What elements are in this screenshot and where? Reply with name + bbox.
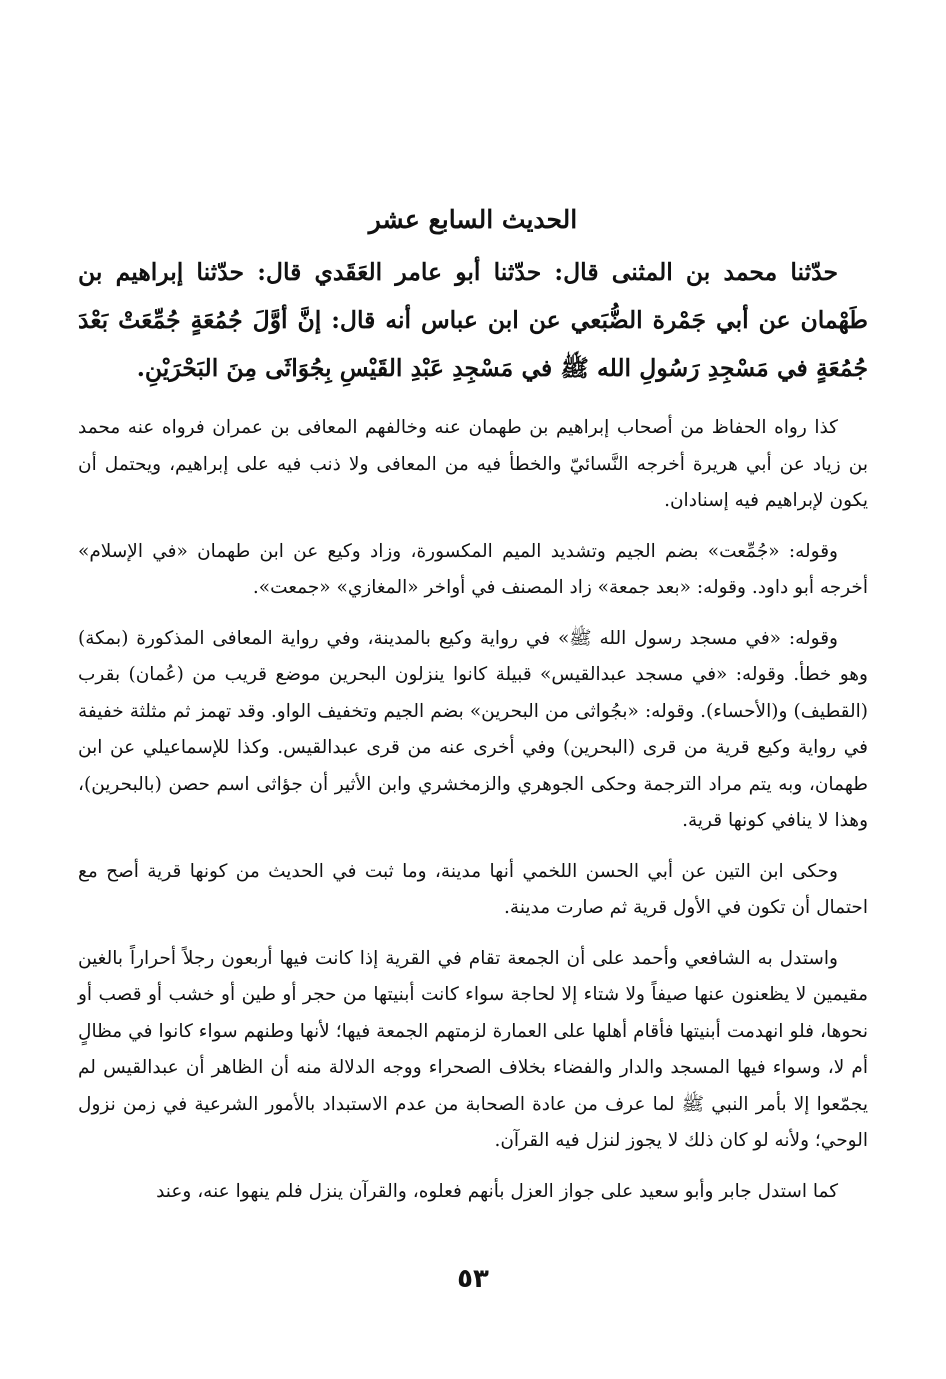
page-content: [78, 200, 868, 1224]
page-number: ٥٣: [457, 1264, 489, 1294]
commentary-paragraph-5: واستدل به الشافعي وأحمد على أن الجمعة تقام في القرية إذا كانت فيها أربعون رجلاً أحراراً بالغين مقيمين لا يظعنون عنها صيفاً ولا شتاء إلا لحاجة سواء كانت أبنيتها من حجر أو طين أو خشب أو قصب أو نحوها، فلو انهدمت أبنيتها فأقام أهلها على العمارة لزمتهم الجمعة فيها؛ لأنها وطنهم سواء كانوا في مظالٍ أم لا، وسواء فيها المسجد والدار والفضاء بخلاف الصحراء ووجه الدلالة منه أن الظاهر أن عبدالقيس لم يجمّعوا إلا بأمر النبي ﷺ لما عرف من عادة الصحابة من عدم الاستبداد بالأمور الشرعية في زمن نزول الوحي؛ ولأنه لو كان ذلك لا يجوز لنزل فيه القرآن.: [78, 947, 868, 1151]
hadith-text: حدّثنا محمد بن المثنى قال: حدّثنا أبو عامر العَقَدي قال: حدّثنا إبراهيم بن طَهْمان عن أبي جَمْرة الضُّبَعي عن ابن عباس أنه قال: إنَّ أوَّلَ جُمُعَةٍ جُمِّعَتْ بَعْدَ جُمُعَةٍ في مَسْجِدِ رَسُولِ الله ﷺ في مَسْجِدِ عَبْدِ القَيْسِ بِجُوَاثَى مِنَ البَحْرَيْنِ.: [78, 258, 868, 382]
commentary-paragraph-3: وقوله: «في مسجد رسول الله ﷺ» في رواية وكيع بالمدينة، وفي رواية المعافى المذكورة (بمكة) وهو خطأ. وقوله: «في مسجد عبدالقيس» قبيلة كانوا ينزلون البحرين موضع قريب من (عُمان) بقرب (القطيف) و(الأحساء). وقوله: «بجُواثى من البحرين» بضم الجيم وتخفيف الواو. وقد تهمز ثم مثلثة خفيفة في رواية وكيع قرية من قرى (البحرين) وفي أخرى عنه من قرى عبدالقيس. وكذا للإسماعيلي عن ابن طهمان، وبه يتم مراد الترجمة وحكى الجوهري والزمخشري وابن الأثير أن جؤاثى اسم حصن (بالبحرين)، وهذا لا ينافي كونها قرية.: [78, 627, 868, 831]
commentary-paragraph-1: كذا رواه الحفاظ من أصحاب إبراهيم بن طهمان عنه وخالفهم المعافى بن عمران فرواه عنه محمد بن زياد عن أبي هريرة أخرجه النَّسائيّ والخطأ فيه من المعافى ولا ذنب فيه على إبراهيم، ويحتمل أن يكون لإبراهيم فيه إسنادان.: [78, 417, 868, 511]
commentary-paragraph-6: كما استدل جابر وأبو سعيد على جواز العزل بأنهم فعلوه، والقرآن ينزل فلم ينهوا عنه، وعند: [156, 1180, 838, 1202]
commentary-paragraph-4: وحكى ابن التين عن أبي الحسن اللخمي أنها مدينة، وما ثبت في الحديث من كونها قرية أصح مع احتمال أن تكون في الأول قرية ثم صارت مدينة.: [78, 860, 868, 918]
chapter-heading: الحديث السابع عشر: [368, 205, 578, 234]
commentary-paragraph-2: وقوله: «جُمِّعت» بضم الجيم وتشديد الميم المكسورة، وزاد وكيع عن ابن طهمان «في الإسلام» أخرجه أبو داود. وقوله: «بعد جمعة» زاد المصنف في أواخر «المغازي» «جمعت».: [78, 540, 868, 598]
